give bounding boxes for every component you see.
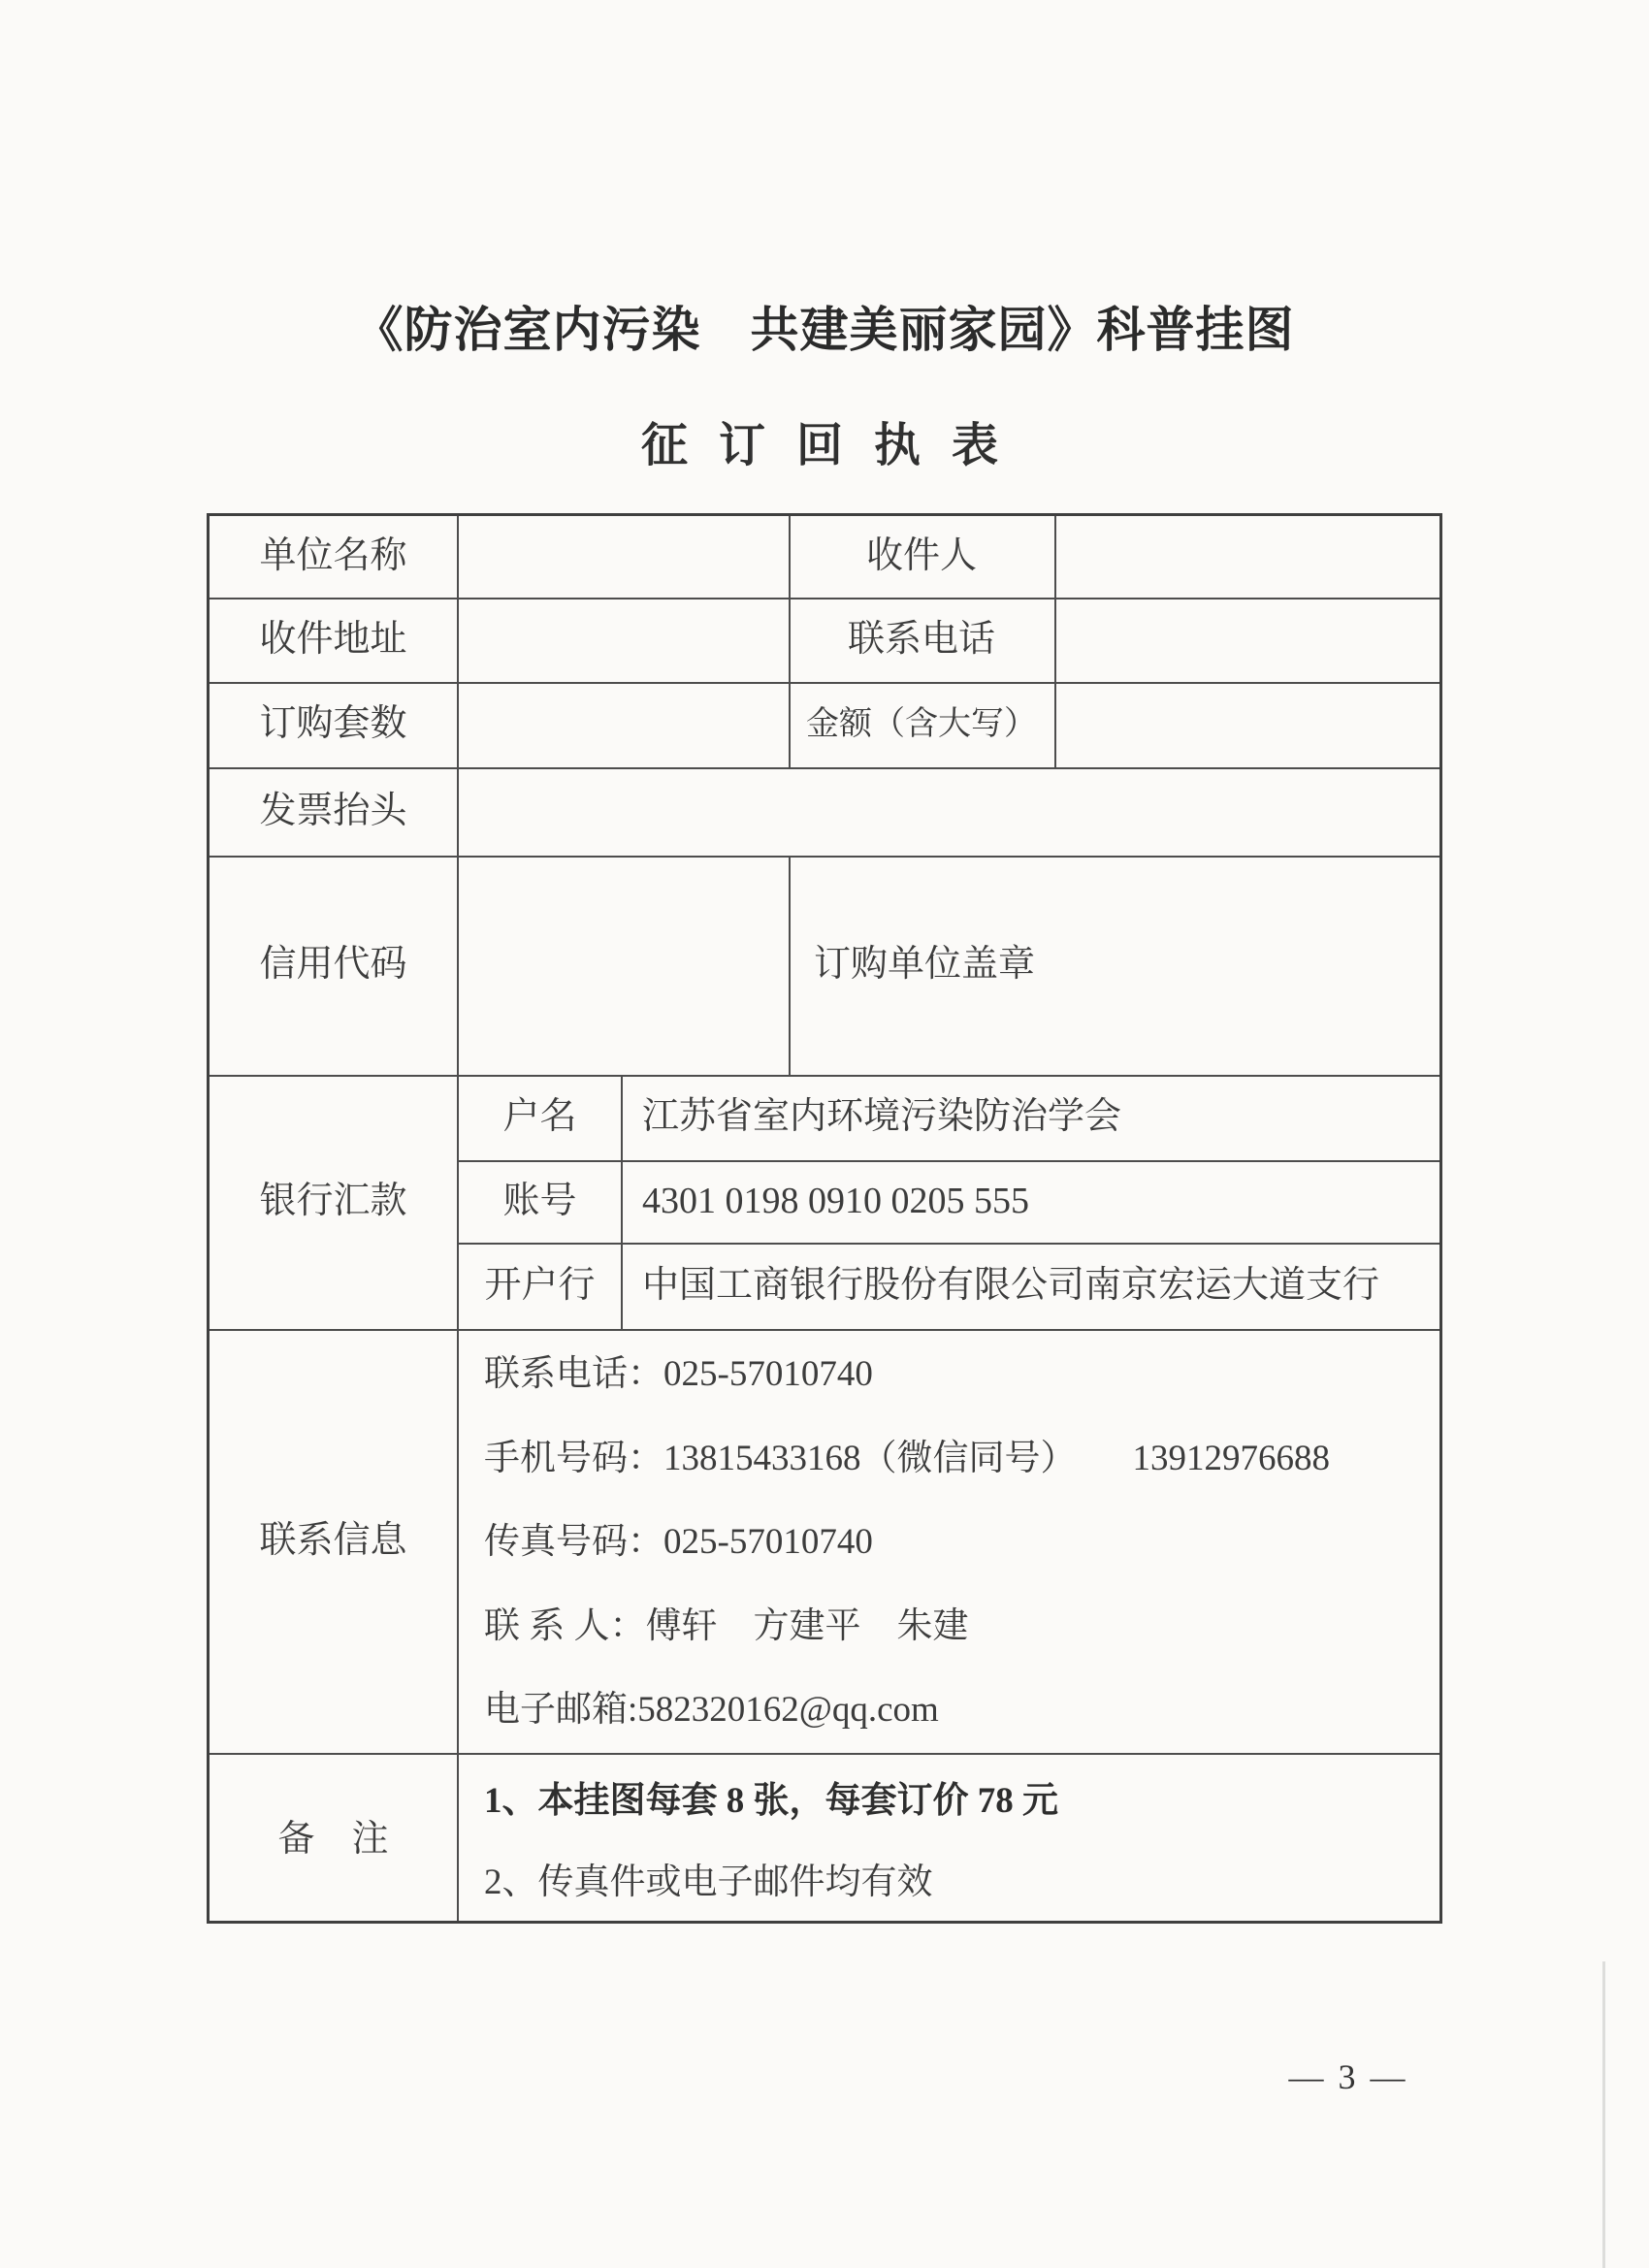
contact-line-persons xyxy=(484,1585,1443,1669)
contact-line-text: 联 系 人：傅轩 方建平 朱建 xyxy=(484,1605,969,1646)
contact-line-email xyxy=(484,1669,1443,1753)
recipient-value-cell xyxy=(1056,516,1439,598)
bank-account-number-label: 账号 xyxy=(502,1180,577,1221)
unit-name-value-cell xyxy=(459,516,789,598)
credit-code-label: 信用代码 xyxy=(259,944,407,986)
amount-value-cell xyxy=(1056,682,1439,767)
page-subtitle: 征 订 回 执 表 xyxy=(640,420,1008,471)
phone-value-cell xyxy=(1056,598,1439,682)
note-line-price: 1、本挂图每套 8 张，每套订价 78 元 xyxy=(484,1781,1058,1821)
contact-section-label: 联系信息 xyxy=(259,1519,407,1561)
order-form-table xyxy=(207,513,1442,1924)
bank-account-number-value: 4301 0198 0910 0205 555 xyxy=(642,1180,1029,1221)
page-title: 《防治室内污染 共建美丽家园》科普挂图 xyxy=(354,303,1295,357)
quantity-value-cell xyxy=(459,682,789,767)
note-line-validity: 2、传真件或电子邮件均有效 xyxy=(484,1863,933,1902)
contact-line-text: 联系电话：025-57010740 xyxy=(484,1354,873,1394)
stamp-label: 订购单位盖章 xyxy=(814,944,1036,986)
amount-label: 金额（含大写） xyxy=(806,705,1037,742)
bank-branch-value: 中国工商银行股份有限公司南京宏运大道支行 xyxy=(642,1264,1380,1306)
contact-info-cell xyxy=(459,1329,1443,1753)
page-number: — 3 — xyxy=(1288,2057,1408,2096)
quantity-label: 订购套数 xyxy=(259,703,407,745)
address-value-cell xyxy=(459,598,789,682)
contact-line-phone xyxy=(484,1333,1443,1417)
unit-name-label: 单位名称 xyxy=(259,535,407,577)
invoice-title-label: 发票抬头 xyxy=(259,790,407,831)
bank-account-name-value: 江苏省室内环境污染防治学会 xyxy=(642,1096,1122,1138)
bank-account-name-label: 户名 xyxy=(502,1096,577,1138)
bank-section-label: 银行汇款 xyxy=(259,1181,407,1222)
contact-line-text: 手机号码：13815433168（微信同号） xyxy=(484,1438,1077,1478)
contact-line-text: 电子邮箱:582320162@qq.com xyxy=(484,1690,939,1730)
contact-line-mobile xyxy=(484,1417,1443,1502)
scan-artifact-line xyxy=(1602,1961,1605,2268)
recipient-label: 收件人 xyxy=(865,535,977,577)
contact-line-fax xyxy=(484,1501,1443,1585)
notes-cell xyxy=(459,1753,1443,1927)
phone-label: 联系电话 xyxy=(847,618,995,660)
notes-section-label: 备 注 xyxy=(277,1818,389,1860)
contact-line-text: 传真号码：025-57010740 xyxy=(484,1522,873,1562)
bank-branch-label: 开户行 xyxy=(484,1264,596,1306)
credit-code-value-cell xyxy=(459,856,789,1075)
invoice-title-value-cell xyxy=(459,767,1439,856)
contact-line-mobile2: 13912976688 xyxy=(1132,1438,1330,1478)
address-label: 收件地址 xyxy=(259,618,407,660)
